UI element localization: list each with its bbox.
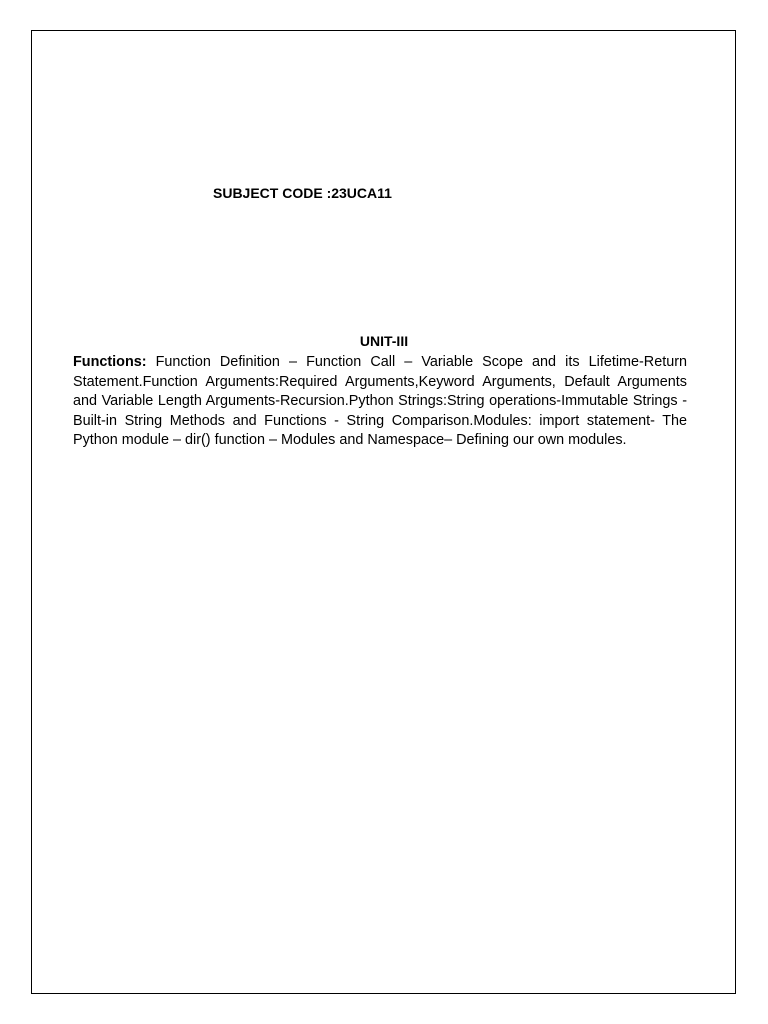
page-border: [31, 30, 736, 994]
unit-heading: UNIT-III: [359, 333, 409, 349]
syllabus-lead: Functions:: [73, 354, 147, 370]
subject-code: SUBJECT CODE :23UCA11: [213, 185, 392, 201]
syllabus-body: Function Definition – Function Call – Variable Scope and its Lifetime-Return Statement.Function Arguments:Required Arguments,Keyword Arguments, Default Arguments and Variable Length Arguments-Recursion.Python Strings:String operations-Immutable Strings - Built-in String Methods and Functions - String Comparison.Modules: import statement- The Python module – dir() function – Modules and Namespace– Defining our own modules.: [73, 354, 687, 448]
syllabus-paragraph: [73, 353, 687, 451]
